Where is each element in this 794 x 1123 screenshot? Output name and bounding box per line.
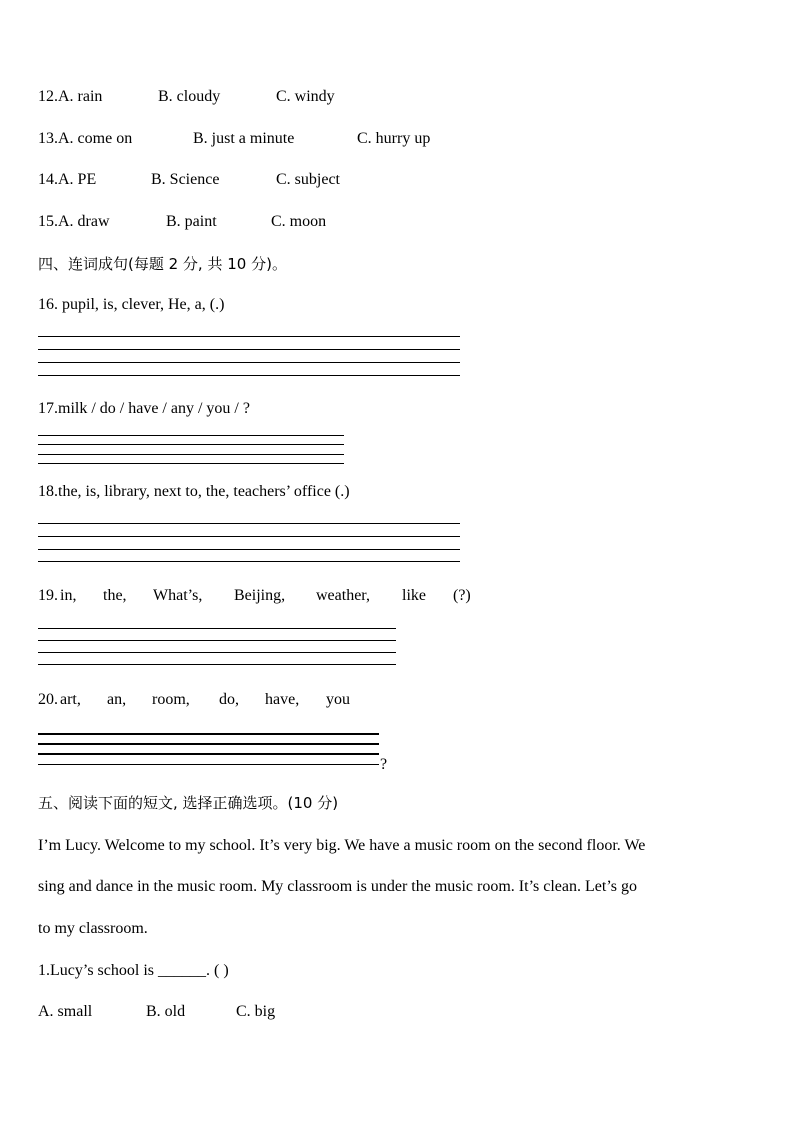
option-a: A. draw xyxy=(58,213,110,230)
word: Beijing, xyxy=(234,587,286,604)
answer-line[interactable] xyxy=(38,435,344,436)
answer-line[interactable] xyxy=(38,743,379,745)
question-19-number: 19. xyxy=(38,587,58,604)
answer-line[interactable] xyxy=(38,454,344,455)
option-a: A. come on xyxy=(58,130,133,147)
passage-line: sing and dance in the music room. My classroom is under the music room. It’s clean. Let’s go xyxy=(38,878,637,895)
section-5-heading: 五、阅读下面的短文, 选择正确选项。(10 分) xyxy=(38,794,339,812)
answer-line[interactable] xyxy=(38,362,460,363)
answer-line[interactable] xyxy=(38,764,379,765)
answer-line[interactable] xyxy=(38,733,379,735)
answer-line[interactable] xyxy=(38,628,396,629)
option-c: C. windy xyxy=(276,88,335,105)
word: an, xyxy=(107,691,127,708)
passage-line: to my classroom. xyxy=(38,920,148,937)
section-4-heading: 四、连词成句(每题 2 分, 共 10 分)。 xyxy=(38,255,287,273)
reading-question-1: 1.Lucy’s school is ______. ( ) xyxy=(38,962,229,979)
word: do, xyxy=(219,691,239,708)
word: What’s, xyxy=(153,587,203,604)
word: room, xyxy=(152,691,190,708)
choice-row-12 xyxy=(38,87,102,107)
question-20-number: 20. xyxy=(38,691,58,708)
choice-row-13 xyxy=(38,129,132,149)
choice-row-15 xyxy=(38,212,110,232)
option-a: A. PE xyxy=(58,171,97,188)
answer-line[interactable] xyxy=(38,753,379,755)
option-a: A. rain xyxy=(58,88,103,105)
question-18: 18.the, is, library, next to, the, teachers’ office (.) xyxy=(38,483,350,500)
option-b: B. paint xyxy=(166,213,217,230)
option-b: B. old xyxy=(146,1003,186,1020)
option-c: C. big xyxy=(236,1003,276,1020)
answer-line[interactable] xyxy=(38,561,460,562)
word: like xyxy=(402,587,426,604)
option-c: C. hurry up xyxy=(357,130,431,147)
answer-line[interactable] xyxy=(38,349,460,350)
question-number: 15. xyxy=(38,213,58,230)
word: art, xyxy=(60,691,81,708)
option-b: B. just a minute xyxy=(193,130,295,147)
answer-line[interactable] xyxy=(38,444,344,445)
answer-line[interactable] xyxy=(38,336,460,337)
question-number: 14. xyxy=(38,171,58,188)
answer-line[interactable] xyxy=(38,375,460,376)
word: weather, xyxy=(316,587,370,604)
question-mark: ? xyxy=(380,756,388,773)
answer-line[interactable] xyxy=(38,664,396,665)
answer-line[interactable] xyxy=(38,523,460,524)
answer-line[interactable] xyxy=(38,536,460,537)
option-a: A. small xyxy=(38,1003,93,1020)
option-b: B. Science xyxy=(151,171,220,188)
option-c: C. subject xyxy=(276,171,340,188)
word: the, xyxy=(103,587,127,604)
word: have, xyxy=(265,691,300,708)
answer-line[interactable] xyxy=(38,640,396,641)
word: you xyxy=(326,691,350,708)
question-17: 17.milk / do / have / any / you / ? xyxy=(38,400,250,417)
question-number: 12. xyxy=(38,88,58,105)
option-b: B. cloudy xyxy=(158,88,221,105)
question-number: 13. xyxy=(38,130,58,147)
passage-line: I’m Lucy. Welcome to my school. It’s very big. We have a music room on the second floor. We xyxy=(38,837,646,854)
answer-line[interactable] xyxy=(38,549,460,550)
option-c: C. moon xyxy=(271,213,327,230)
answer-line[interactable] xyxy=(38,652,396,653)
word: in, xyxy=(60,587,77,604)
answer-line[interactable] xyxy=(38,463,344,464)
question-16: 16. pupil, is, clever, He, a, (.) xyxy=(38,296,225,313)
choice-row-14 xyxy=(38,170,96,190)
word: (?) xyxy=(453,587,471,604)
